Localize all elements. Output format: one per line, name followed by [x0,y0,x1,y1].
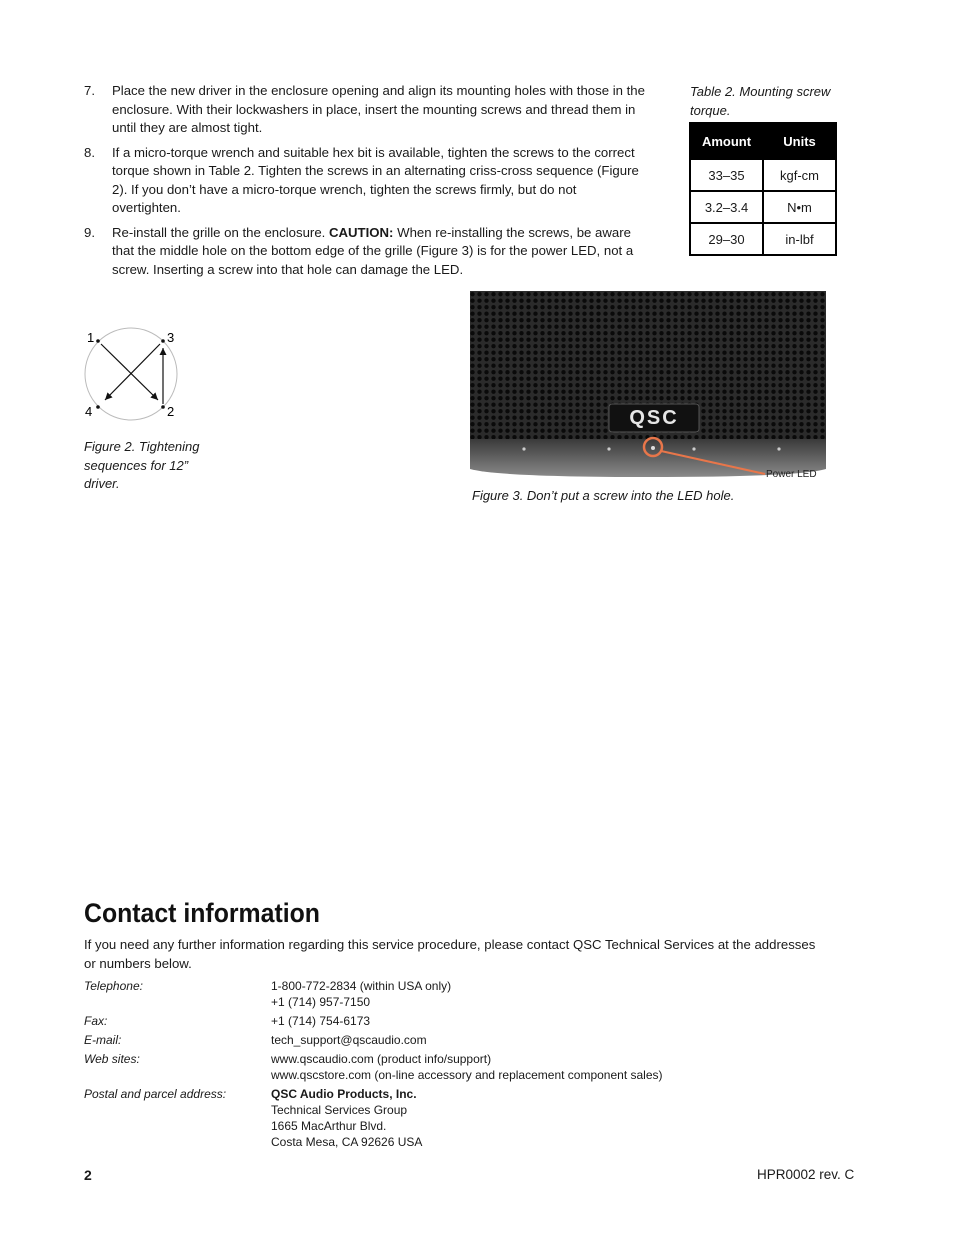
table-header-amount: Amount [690,123,763,159]
web-row [84,1051,663,1083]
table-cell: 29–30 [690,223,763,255]
label-2: 2 [167,404,175,419]
email-value[interactable]: tech_support@qscaudio.com [271,1033,427,1047]
screw-hole [522,447,525,450]
label-4: 4 [85,404,93,419]
caution-label: CAUTION: [328,224,394,240]
fax-value: +1 (714) 754-6173 [271,1014,371,1028]
arrow-3-to-4 [105,344,160,400]
table-cell: 33–35 [690,159,763,191]
web-link[interactable]: www.qscaudio.com (product info/support) [271,1052,492,1066]
label-1: 1 [87,330,95,345]
screw-hole-1 [96,339,100,343]
fax-label: Fax: [84,1014,108,1028]
tightening-sequence-diagram [84,326,184,422]
contact-heading: Contact information [84,898,320,928]
step-text [112,224,649,280]
screw-hole-2 [161,405,165,409]
table-row [690,223,836,255]
step-text-pre: Re-install the grille on the enclosure. [112,224,326,240]
step-number: 7. [84,83,95,98]
label-3: 3 [167,330,175,345]
step-9 [84,224,649,280]
postal-line: Costa Mesa, CA 92626 USA [271,1135,423,1149]
postal-label: Postal and parcel address: [84,1087,227,1101]
led-hole [651,446,655,450]
telephone-row [84,978,663,1010]
screw-hole [777,447,780,450]
fax-row [84,1013,663,1029]
table-row [690,191,836,223]
arrow-1-to-2 [101,344,158,400]
table-cell: N•m [763,191,836,223]
table-header-row [690,123,836,159]
postal-line: 1665 MacArthur Blvd. [271,1119,387,1133]
telephone-label: Telephone: [84,979,143,993]
figure-3-caption: Figure 3. Don’t put a screw into the LED hole. [472,488,735,503]
step-number: 8. [84,144,95,160]
power-led-label: Power LED [766,469,817,480]
table-header-units: Units [763,123,836,159]
contact-intro: If you need any further information regarding this service procedure, please contact QSC Technical Services at the addresses or numbers below. [84,937,816,971]
step-text: If a micro-torque wrench and suitable hex bit is available, tighten the screws to the correct torque shown in Table 2. Tighten the screws in an alternating criss-cross sequence (Figure 2). If you don’t have a micro-torque wrench, tighten the screws firmly, but do not overtighten. [112,144,639,215]
page-number: 2 [84,1167,92,1183]
step-7 [84,82,649,138]
table-cell: in-lbf [763,223,836,255]
figure-2-caption: Figure 2. Tightening sequences for 12” driver. [84,439,200,491]
contact-details [84,978,663,1153]
screw-hole [607,447,610,450]
table-caption: Table 2. Mounting screw torque. [690,84,831,118]
postal-company: QSC Audio Products, Inc. [271,1087,417,1101]
speaker-grille-photo [469,291,827,477]
web-link[interactable]: www.qscstore.com (on-line accessory and replacement component sales) [271,1068,663,1082]
step-8 [84,144,649,218]
document-id: HPR0002 rev. C [757,1167,855,1182]
postal-row [84,1086,663,1150]
telephone-value: +1 (714) 957-7150 [271,995,371,1009]
step-text-post: When re-installing the screws, be aware that the middle hole on the bottom edge of the grille (Figure 3) is for the power LED, not a screw. Inserting a screw into that hole can damage the LED. [112,224,634,277]
email-label: E-mail: [84,1033,122,1047]
web-label: Web sites: [84,1052,140,1066]
table-cell: 3.2–3.4 [690,191,763,223]
table-row [690,159,836,191]
screw-hole [692,447,695,450]
qsc-logo: QSC [629,407,679,429]
table-cell: kgf-cm [763,159,836,191]
screw-hole-3 [161,339,165,343]
step-number: 9. [84,224,95,240]
procedure-steps [84,82,649,285]
step-text: Place the new driver in the enclosure opening and align its mounting holes with those in the enclosure. With their lockwashers in place, insert the mounting screws and thread them in until they are almost tight. [112,83,645,135]
email-row [84,1032,663,1048]
torque-table [689,122,837,256]
screw-hole-4 [96,405,100,409]
postal-line: Technical Services Group [271,1103,408,1117]
telephone-value: 1-800-772-2834 (within USA only) [271,979,452,993]
